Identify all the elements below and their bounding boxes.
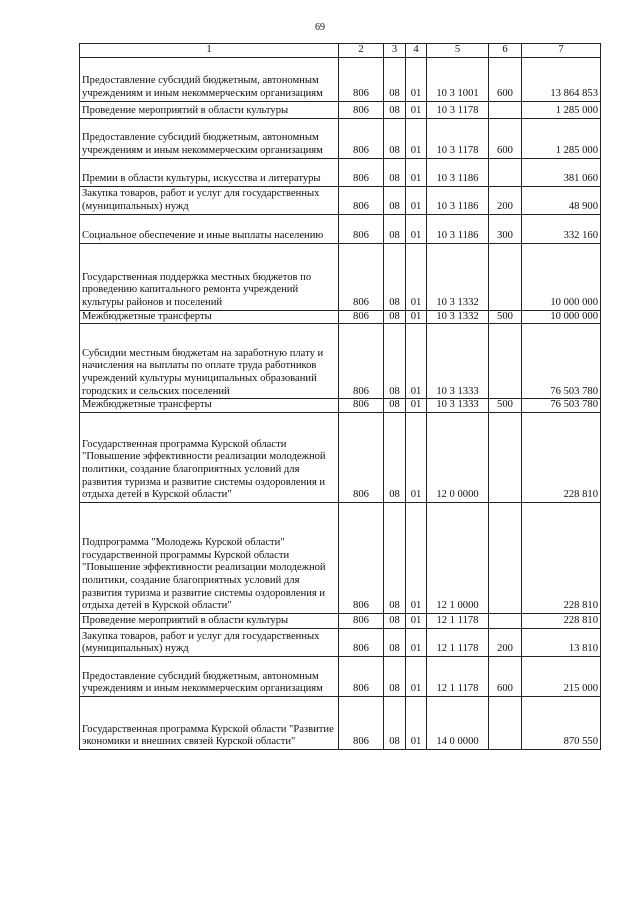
row-value-cell-3: 08 [384,399,406,413]
row-value-cell-6: 200 [489,186,522,214]
row-value-cell-4: 01 [406,399,427,413]
row-value-cell-7: 228 810 [522,503,601,614]
row-name-cell: Проведение мероприятий в области культуры [80,614,339,629]
row-value-cell-5: 12 1 1178 [427,614,489,629]
row-value-cell-4: 01 [406,243,427,310]
row-value-cell-2: 806 [339,614,384,629]
row-value-cell-2: 806 [339,324,384,399]
row-value-cell-7: 215 000 [522,657,601,697]
table-row [80,57,601,101]
row-value-cell-4: 01 [406,186,427,214]
row-name-cell: Государственная программа Курской области "Повышение эффективности реализации молодежной политики, создание благоприятных условий для развития туризма и развитие системы оздоровления и отдыха детей в Курской области" [80,413,339,503]
row-value-cell-2: 806 [339,399,384,413]
row-value-cell-3: 08 [384,657,406,697]
row-value-cell-4: 01 [406,101,427,118]
row-value-cell-2: 806 [339,101,384,118]
budget-table [79,43,601,750]
row-value-cell-5: 10 3 1186 [427,186,489,214]
row-value-cell-6 [489,697,522,750]
row-value-cell-4: 01 [406,629,427,657]
row-value-cell-3: 08 [384,697,406,750]
row-value-cell-5: 12 1 1178 [427,657,489,697]
row-value-cell-5: 10 3 1332 [427,310,489,324]
column-header: 4 [406,44,427,58]
row-value-cell-6: 200 [489,629,522,657]
table-row [80,629,601,657]
header-row [80,44,601,58]
row-value-cell-4: 01 [406,310,427,324]
column-header: 3 [384,44,406,58]
column-header: 2 [339,44,384,58]
row-value-cell-5: 10 3 1332 [427,243,489,310]
row-value-cell-2: 806 [339,503,384,614]
column-header: 5 [427,44,489,58]
row-name-cell: Подпрограмма "Молодежь Курской области" государственной программы Курской области "Повышение эффективности реализации молодежной политики, создание благоприятных условий для развития туризма и развитие системы оздоровления и отдыха детей в Курской области" [80,503,339,614]
row-value-cell-3: 08 [384,629,406,657]
row-value-cell-7: 228 810 [522,413,601,503]
row-name-cell: Премии в области культуры, искусства и литературы [80,158,339,186]
row-value-cell-2: 806 [339,214,384,243]
row-value-cell-5: 12 1 1178 [427,629,489,657]
row-value-cell-2: 806 [339,697,384,750]
row-name-cell: Предоставление субсидий бюджетным, автономным учреждениям и иным некоммерческим организациям [80,657,339,697]
row-value-cell-2: 806 [339,243,384,310]
row-value-cell-3: 08 [384,57,406,101]
column-header: 7 [522,44,601,58]
column-header: 1 [80,44,339,58]
row-value-cell-7: 48 900 [522,186,601,214]
row-value-cell-7: 228 810 [522,614,601,629]
row-value-cell-6 [489,101,522,118]
row-value-cell-3: 08 [384,118,406,158]
row-value-cell-3: 08 [384,413,406,503]
row-value-cell-6 [489,324,522,399]
row-name-cell: Закупка товаров, работ и услуг для государственных (муниципальных) нужд [80,629,339,657]
row-value-cell-6 [489,413,522,503]
row-name-cell: Закупка товаров, работ и услуг для государственных (муниципальных) нужд [80,186,339,214]
row-value-cell-4: 01 [406,697,427,750]
table-row [80,324,601,399]
table-row [80,118,601,158]
row-value-cell-2: 806 [339,629,384,657]
row-value-cell-5: 10 3 1178 [427,118,489,158]
row-value-cell-3: 08 [384,158,406,186]
row-value-cell-7: 76 503 780 [522,399,601,413]
row-value-cell-7: 76 503 780 [522,324,601,399]
row-value-cell-4: 01 [406,158,427,186]
column-header: 6 [489,44,522,58]
row-value-cell-6 [489,503,522,614]
row-value-cell-2: 806 [339,657,384,697]
row-value-cell-3: 08 [384,101,406,118]
row-value-cell-4: 01 [406,413,427,503]
row-value-cell-5: 14 0 0000 [427,697,489,750]
row-value-cell-6: 600 [489,118,522,158]
row-value-cell-3: 08 [384,310,406,324]
row-value-cell-7: 13 864 853 [522,57,601,101]
table-row [80,697,601,750]
table-row [80,214,601,243]
table-row [80,186,601,214]
row-value-cell-7: 1 285 000 [522,118,601,158]
row-value-cell-7: 1 285 000 [522,101,601,118]
row-name-cell: Государственная программа Курской области "Развитие экономики и внешних связей Курской области" [80,697,339,750]
row-value-cell-3: 08 [384,503,406,614]
row-value-cell-3: 08 [384,614,406,629]
row-value-cell-7: 10 000 000 [522,243,601,310]
row-value-cell-3: 08 [384,186,406,214]
row-name-cell: Предоставление субсидий бюджетным, автономным учреждениям и иным некоммерческим организациям [80,118,339,158]
row-value-cell-6: 600 [489,57,522,101]
row-value-cell-5: 10 3 1178 [427,101,489,118]
table-row [80,413,601,503]
row-value-cell-4: 01 [406,657,427,697]
row-name-cell: Межбюджетные трансферты [80,399,339,413]
row-value-cell-6 [489,614,522,629]
row-value-cell-5: 10 3 1333 [427,324,489,399]
row-value-cell-6 [489,243,522,310]
table-row [80,158,601,186]
row-value-cell-2: 806 [339,413,384,503]
row-value-cell-2: 806 [339,57,384,101]
row-value-cell-6: 600 [489,657,522,697]
row-value-cell-3: 08 [384,243,406,310]
table-row [80,503,601,614]
row-name-cell: Социальное обеспечение и иные выплаты населению [80,214,339,243]
row-value-cell-2: 806 [339,158,384,186]
row-value-cell-6: 300 [489,214,522,243]
row-value-cell-5: 10 3 1001 [427,57,489,101]
row-value-cell-4: 01 [406,503,427,614]
row-value-cell-4: 01 [406,614,427,629]
row-name-cell: Субсидии местным бюджетам на заработную плату и начисления на выплаты по оплате труда работников учреждений культуры муниципальных образований городских и сельских поселений [80,324,339,399]
row-value-cell-6: 500 [489,399,522,413]
row-value-cell-2: 806 [339,186,384,214]
row-value-cell-5: 10 3 1186 [427,158,489,186]
row-value-cell-4: 01 [406,118,427,158]
row-name-cell: Государственная поддержка местных бюджетов по проведению капитального ремонта учреждений культуры районов и поселений [80,243,339,310]
row-value-cell-2: 806 [339,310,384,324]
row-value-cell-3: 08 [384,324,406,399]
row-value-cell-7: 10 000 000 [522,310,601,324]
table-row [80,310,601,324]
row-value-cell-6 [489,158,522,186]
table-row [80,614,601,629]
row-value-cell-7: 870 550 [522,697,601,750]
table-row [80,101,601,118]
page-number: 69 [315,22,325,33]
row-name-cell: Проведение мероприятий в области культуры [80,101,339,118]
row-value-cell-4: 01 [406,324,427,399]
row-value-cell-4: 01 [406,214,427,243]
row-value-cell-4: 01 [406,57,427,101]
row-name-cell: Предоставление субсидий бюджетным, автономным учреждениям и иным некоммерческим организациям [80,57,339,101]
row-value-cell-2: 806 [339,118,384,158]
row-value-cell-7: 332 160 [522,214,601,243]
row-value-cell-7: 381 060 [522,158,601,186]
table-row [80,657,601,697]
table-row [80,399,601,413]
row-value-cell-3: 08 [384,214,406,243]
row-value-cell-5: 12 1 0000 [427,503,489,614]
row-value-cell-6: 500 [489,310,522,324]
row-name-cell: Межбюджетные трансферты [80,310,339,324]
row-value-cell-5: 10 3 1333 [427,399,489,413]
row-value-cell-5: 12 0 0000 [427,413,489,503]
row-value-cell-7: 13 810 [522,629,601,657]
row-value-cell-5: 10 3 1186 [427,214,489,243]
table-row [80,243,601,310]
